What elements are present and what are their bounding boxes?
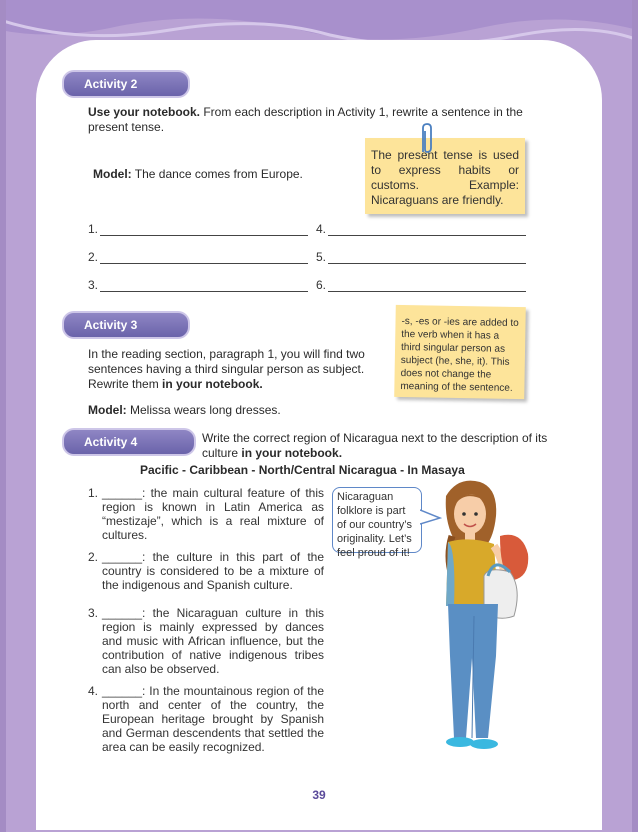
list-item: 3. ______: the Nicaraguan culture in this region is mainly expressed by dances and music with African influence, but the contribution of native indigenous tribes can also be observed. — [88, 606, 324, 676]
blank-1[interactable]: 1. — [88, 222, 308, 236]
left-border — [0, 0, 6, 832]
blank-4[interactable]: 4. — [316, 222, 526, 236]
list-item: 2. ______: the culture in this part of the country is considered to be a mixture of the indigenous and Spanish culture. — [88, 550, 324, 592]
activity-2-model: Model: The dance comes from Europe. — [93, 167, 303, 181]
list-item: 4. ______: In the mountainous region of the north and center of the country, the European heritage brought by Spanish and German descendents that settled the area can be easily recognized. — [88, 684, 324, 754]
activity-3-label: Activity 3 — [62, 311, 190, 339]
activity-4-instruction: Write the correct region of Nicaragua next to the description of its culture in your notebook. — [202, 431, 548, 460]
girl-illustration-icon — [418, 476, 538, 776]
blank-2[interactable]: 2. — [88, 250, 308, 264]
right-border — [632, 0, 638, 832]
blank-6[interactable]: 6. — [316, 278, 526, 292]
blank-5[interactable]: 5. — [316, 250, 526, 264]
activity-2-label: Activity 2 — [62, 70, 190, 98]
region-options: Pacific - Caribbean - North/Central Nicaragua - In Masaya — [140, 463, 465, 477]
present-tense-note: The present tense is used to express habits or customs. Example: Nicaraguans are friendly. — [365, 138, 525, 214]
activity-3-model: Model: Melissa wears long dresses. — [88, 403, 281, 417]
page-number: 39 — [312, 788, 326, 802]
speech-bubble: Nicaraguan folklore is part of our country’s originality. Let’s feel proud of it! — [332, 487, 422, 553]
activity-2-instruction: Use your notebook. From each description in Activity 1, rewrite a sentence in the present tense. — [88, 105, 523, 134]
blank-3[interactable]: 3. — [88, 278, 308, 292]
culture-description-list — [88, 486, 324, 762]
verb-ending-note: -s, -es or -ies are added to the verb when it has a third singular person as subject (he, she, it). This does not change the meaning of the sentence. — [394, 305, 526, 399]
paperclip-icon — [418, 122, 434, 156]
list-item: 1. ______: the main cultural feature of this region is known in Latin America as “mestizaje”, which is a real mixture of cultures. — [88, 486, 324, 542]
activity-4-label: Activity 4 — [62, 428, 196, 456]
activity-3-instruction: In the reading section, paragraph 1, you will find two sentences having a third singular person as subject. Rewrite them in your notebook. — [88, 347, 365, 391]
